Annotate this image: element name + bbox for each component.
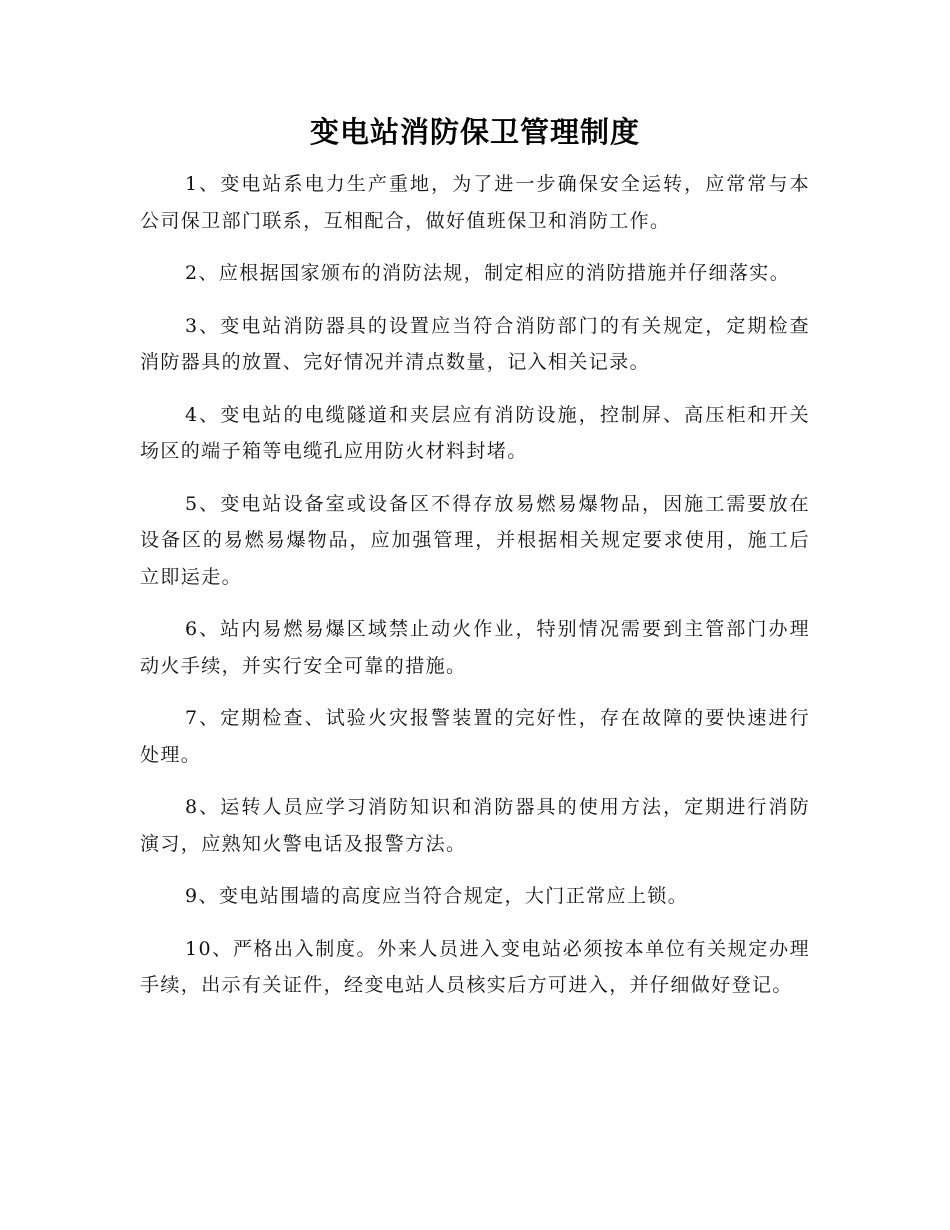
paragraph-1: 1、变电站系电力生产重地，为了进一步确保安全运转，应常常与本公司保卫部门联系，互相配合，做好值班保卫和消防工作。 [140, 173, 810, 232]
paragraph-10: 10、严格出入制度。外来人员进入变电站必须按本单位有关规定办理手续，出示有关证件，经变电站人员核实后方可进入，并仔细做好登记。 [140, 937, 810, 996]
paragraph-9: 9、变电站围墙的高度应当符合规定，大门正常应上锁。 [185, 885, 689, 907]
paragraph-4: 4、变电站的电缆隧道和夹层应有消防设施，控制屏、高压柜和开关场区的端子箱等电缆孔应用防火材料封堵。 [140, 403, 810, 462]
paragraph-5: 5、变电站设备室或设备区不得存放易燃易爆物品，因施工需要放在设备区的易燃易爆物品，应加强管理，并根据相关规定要求使用，施工后立即运走。 [140, 492, 810, 588]
paragraph-7: 7、定期检查、试验火灾报警装置的完好性，存在故障的要快速进行处理。 [140, 707, 810, 766]
paragraph-8: 8、运转人员应学习消防知识和消防器具的使用方法，定期进行消防演习，应熟知火警电话及报警方法。 [140, 796, 810, 855]
paragraph-2: 2、应根据国家颁布的消防法规，制定相应的消防措施并仔细落实。 [185, 262, 791, 284]
document-title: 变电站消防保卫管理制度 [309, 115, 640, 149]
document-body [140, 166, 810, 1020]
paragraph-3: 3、变电站消防器具的设置应当符合消防部门的有关规定，定期检查消防器具的放置、完好情况并清点数量，记入相关记录。 [140, 314, 810, 373]
paragraph-6: 6、站内易燃易爆区域禁止动火作业，特别情况需要到主管部门办理动火手续，并实行安全可靠的措施。 [140, 618, 810, 677]
